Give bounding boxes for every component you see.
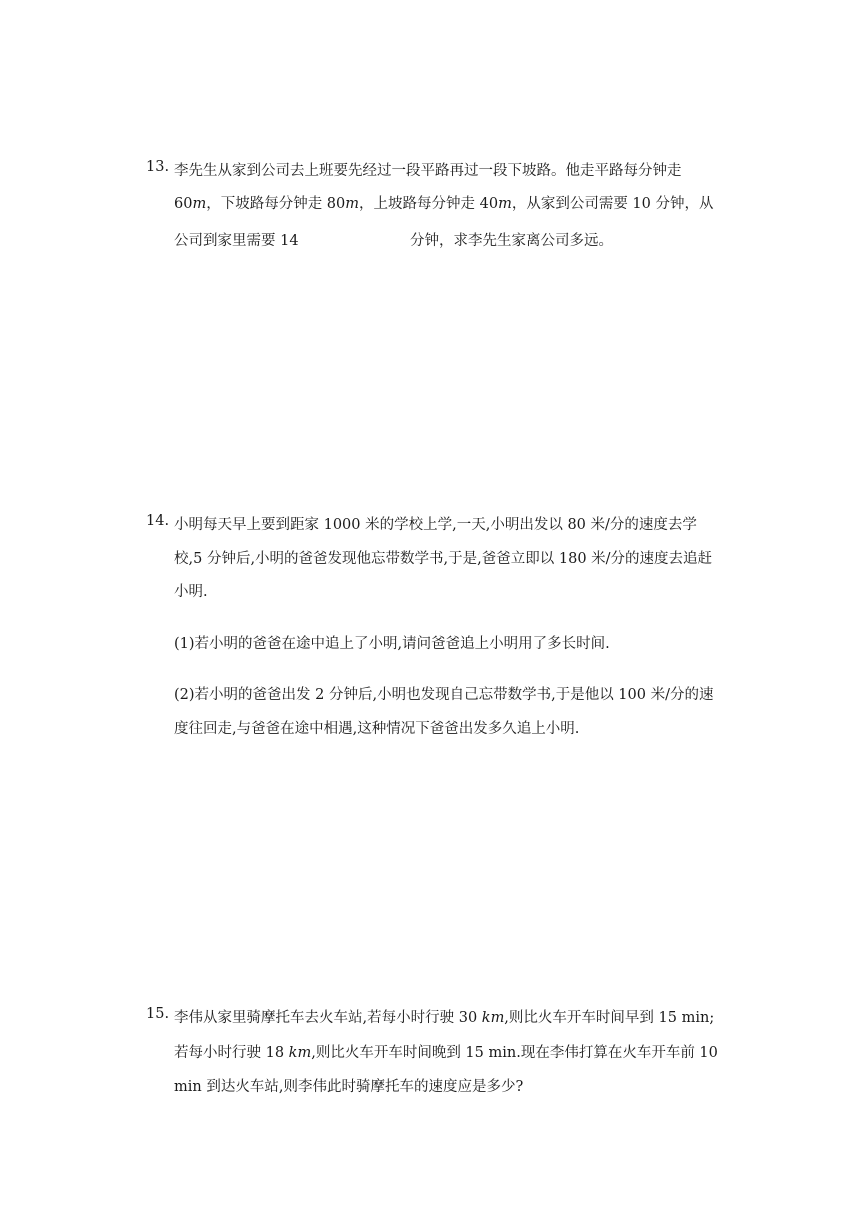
problem-text-line: min 到达火车站,则李伟此时骑摩托车的速度应是多少? [174, 1079, 524, 1095]
problem-text-line: 李伟从家里骑摩托车去火车站,若每小时行驶 30 𝑘𝑚,则比火车开车时间早到 15 min; [174, 1010, 715, 1026]
problem-text-line: 小明. [174, 584, 208, 600]
problem-text-line: 若每小时行驶 18 𝑘𝑚,则比火车开车时间晚到 15 min.现在李伟打算在火车开车前 10 [174, 1045, 718, 1061]
problem-text-line: 校,5 分钟后,小明的爸爸发现他忘带数学书,于是,爸爸立即以 180 米/分的速度去追赶 [174, 551, 713, 567]
problem-number: 15. [146, 1006, 170, 1022]
problem-text-line: 李先生从家到公司去上班要先经过一段平路再过一段下坡路。他走平路每分钟走 [174, 163, 682, 179]
problem-text-line: 公司到家里需要 14 [174, 233, 299, 249]
problem-number: 14. [146, 513, 170, 529]
problem-text-line: 分钟，求李先生家离公司多远。 [410, 233, 613, 249]
sub-question-2: (2)若小明的爸爸出发 2 分钟后,小明也发现自己忘带数学书,于是他以 100 米/分的速 [174, 687, 714, 703]
problem-text-line: 度往回走,与爸爸在途中相遇,这种情况下爸爸出发多久追上小明. [174, 721, 580, 737]
problem-text-line: 60𝑚，下坡路每分钟走 80𝑚，上坡路每分钟走 40𝑚，从家到公司需要 10 分钟，从 [174, 196, 714, 212]
problem-text-line: 小明每天早上要到距家 1000 米的学校上学,一天,小明出发以 80 米/分的速度去学 [174, 517, 697, 533]
sub-question-1: (1)若小明的爸爸在途中追上了小明,请问爸爸追上小明用了多长时间. [174, 636, 610, 652]
problem-number: 13. [146, 159, 170, 175]
